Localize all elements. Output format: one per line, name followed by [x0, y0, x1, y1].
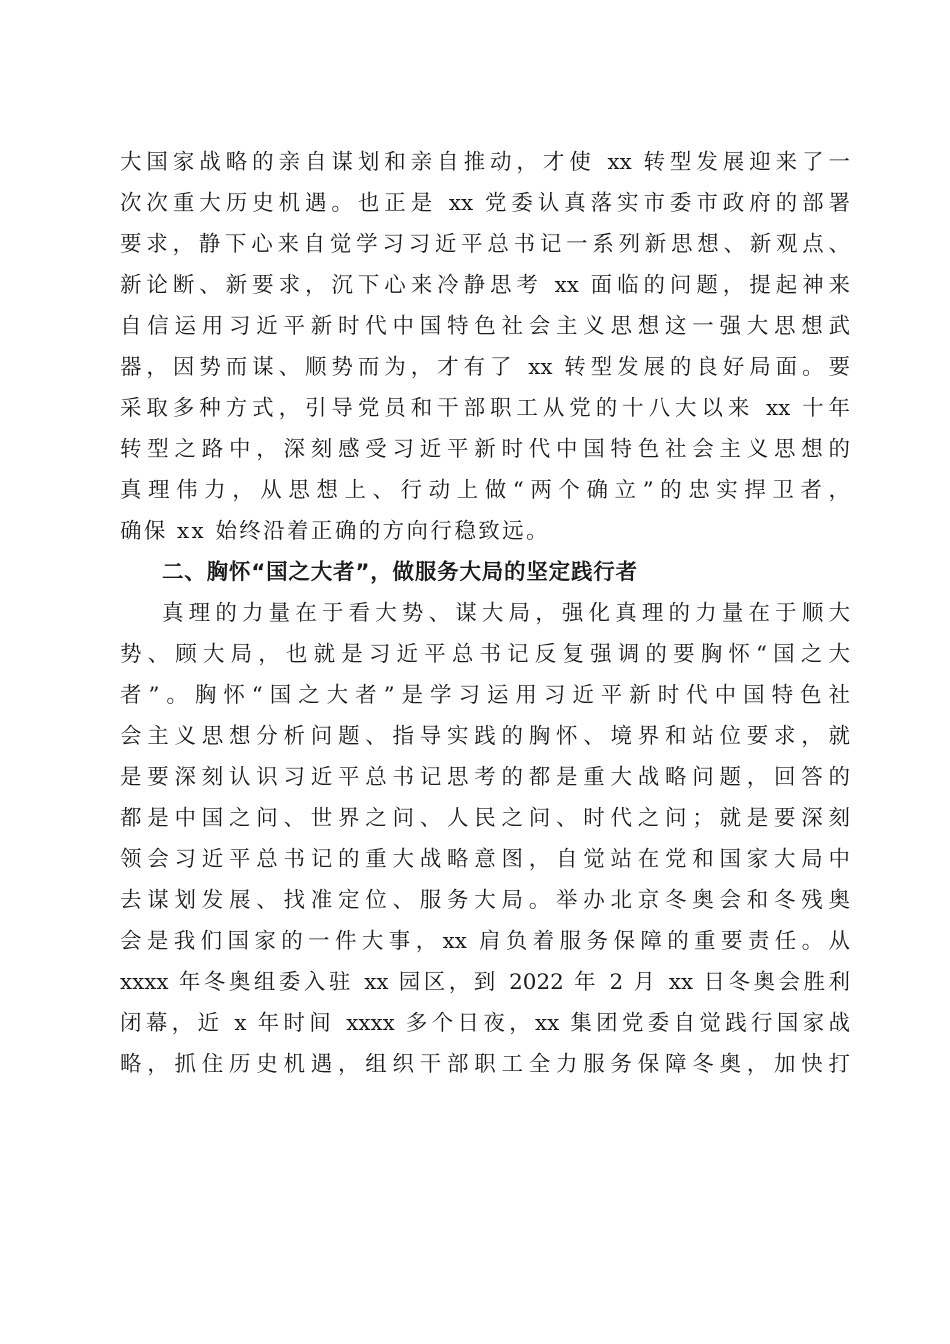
section-heading: 二、胸怀“国之大者”，做服务大局的坚定践行者: [162, 560, 638, 585]
paragraph-line: 都是中国之问、世界之问、人民之问、时代之问；就是要深刻: [120, 806, 850, 831]
paragraph-line: 闭幕，近 x 年时间 xxxx 多个日夜，xx 集团党委自觉践行国家战: [120, 1011, 850, 1036]
paragraph-last-line: 确保 xx 始终沿着正确的方向行稳致远。: [120, 519, 550, 544]
paragraph-line: 略，抓住历史机遇，组织干部职工全力服务保障冬奥，加快打: [120, 1052, 850, 1077]
paragraph-line: 采取多种方式，引导党员和干部职工从党的十八大以来 xx 十年: [120, 396, 850, 421]
paragraph-line: 是要深刻认识习近平总书记思考的都是重大战略问题，回答的: [120, 765, 850, 790]
paragraph-line: 会主义思想分析问题、指导实践的胸怀、境界和站位要求，就: [120, 724, 850, 749]
paragraph-line: 新论断、新要求，沉下心来冷静思考 xx 面临的问题，提起神来: [120, 273, 850, 298]
paragraph-line: 者”。胸怀“国之大者”是学习运用习近平新时代中国特色社: [120, 683, 850, 708]
paragraph-line: 自信运用习近平新时代中国特色社会主义思想这一强大思想武: [120, 314, 850, 339]
paragraph-line: 要求，静下心来自觉学习习近平总书记一系列新思想、新观点、: [120, 232, 850, 257]
body-text: [120, 142, 850, 1085]
paragraph-line: 次次重大历史机遇。也正是 xx 党委认真落实市委市政府的部署: [120, 191, 850, 216]
paragraph-line: 真理伟力，从思想上、行动上做“两个确立”的忠实捍卫者，: [120, 478, 850, 503]
paragraph-line: 会是我们国家的一件大事，xx 肩负着服务保障的重要责任。从: [120, 929, 850, 954]
paragraph-line: 去谋划发展、找准定位、服务大局。举办北京冬奥会和冬残奥: [120, 888, 850, 913]
paragraph-first-line: 真理的力量在于看大势、谋大局，强化真理的力量在于顺大: [162, 601, 850, 626]
paragraph-line: xxxx 年冬奥组委入驻 xx 园区，到 2022 年 2 月 xx 日冬奥会胜利: [120, 970, 850, 995]
paragraph-line: 势、顾大局，也就是习近平总书记反复强调的要胸怀“国之大: [120, 642, 850, 667]
paragraph-line: 领会习近平总书记的重大战略意图，自觉站在党和国家大局中: [120, 847, 850, 872]
paragraph-line: 大国家战略的亲自谋划和亲自推动，才使 xx 转型发展迎来了一: [120, 150, 850, 175]
paragraph-line: 转型之路中，深刻感受习近平新时代中国特色社会主义思想的: [120, 437, 850, 462]
paragraph-line: 器，因势而谋、顺势而为，才有了 xx 转型发展的良好局面。要: [120, 355, 850, 380]
